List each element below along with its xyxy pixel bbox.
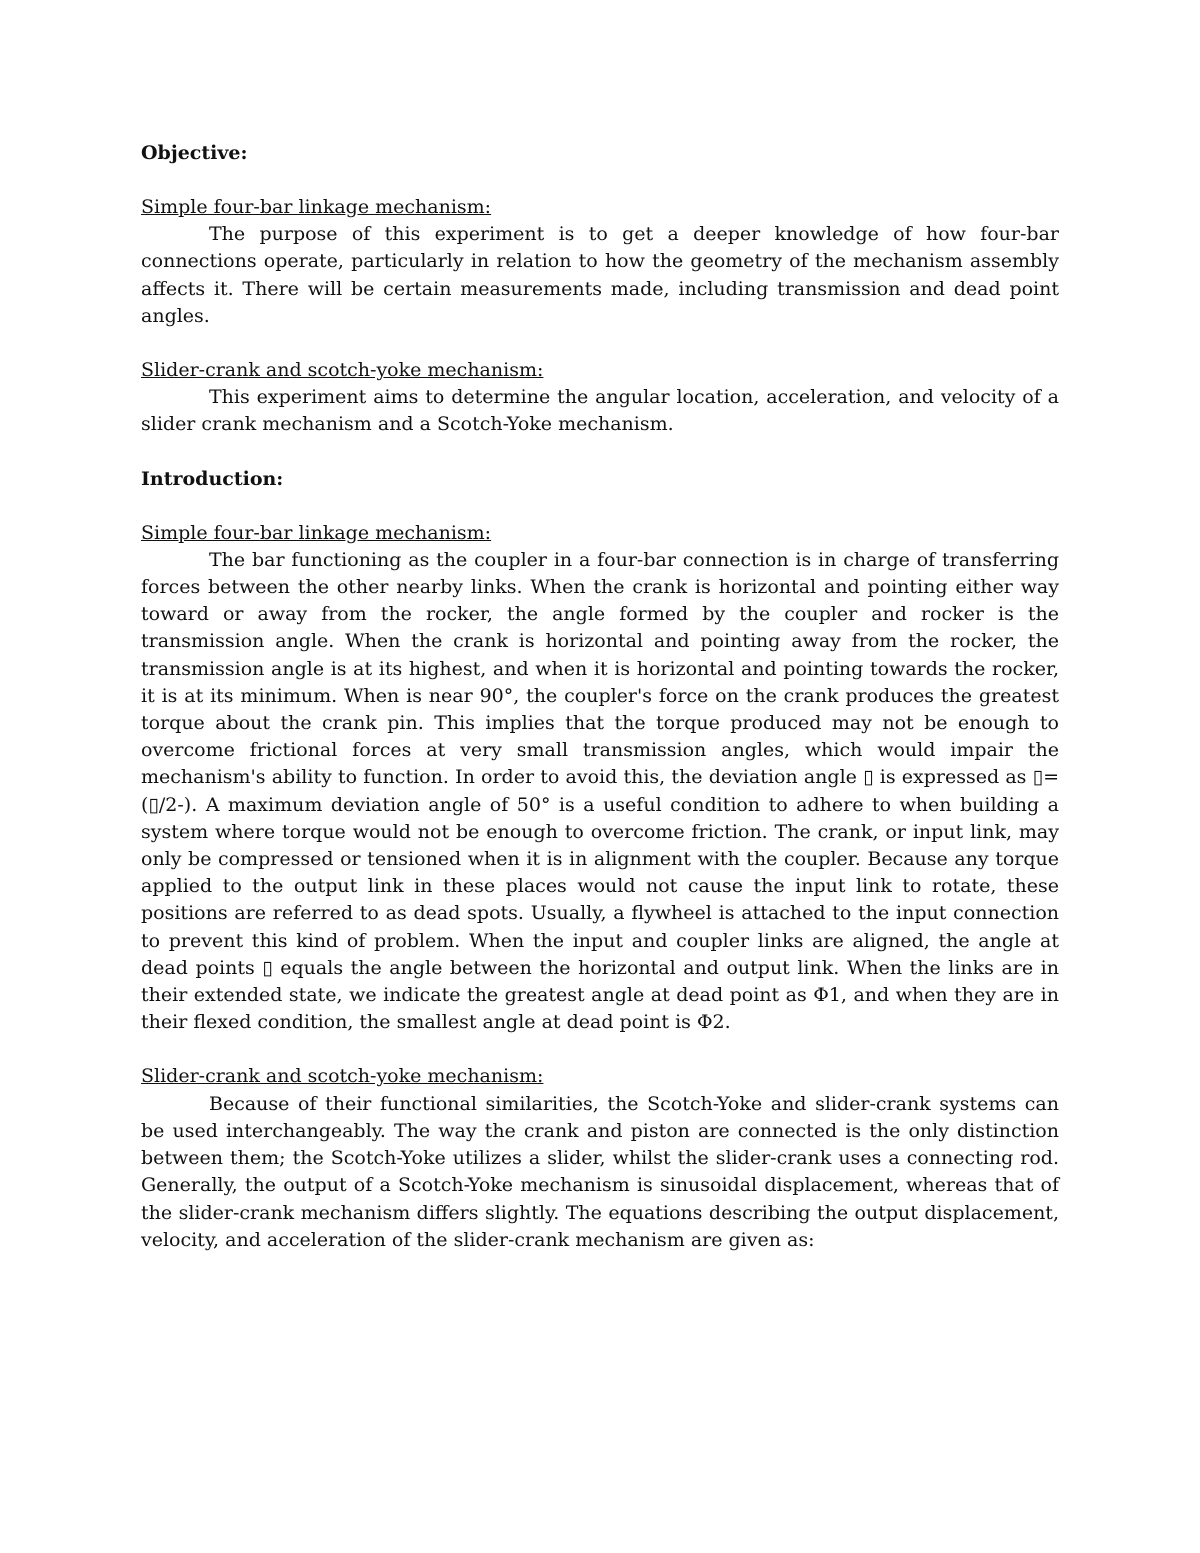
objective-slider-crank-subheading: Slider-crank and scotch-yoke mechanism:: [141, 359, 544, 382]
introduction-four-bar-paragraph: The bar functioning as the coupler in a four-bar connection is in charge of transferring forces between the other nearby links. When the crank is horizontal and pointing either way toward or away from the rocker, the angle formed by the coupler and rocker is the transmission angle. When the crank is horizontal and pointing away from the rocker, the transmission angle is at its highest, and when it is horizontal and pointing towards the rocker, it is at its minimum. When is near 90°, the coupler's force on the crank produces the greatest torque about the crank pin. This implies that the torque produced may not be enough to overcome frictional forces at very small transmission angles, which would impair the mechanism's ability to function. In order to avoid this, the deviation angle ▯ is expressed as ▯= (▯/2-). A maximum deviation angle of 50° is a useful condition to adhere to when building a system where torque would not be enough to overcome friction. The crank, or input link, may only be compressed or tensioned when it is in alignment with the coupler. Because any torque applied to the output link in these places would not cause the input link to rotate, these positions are referred to as dead spots. Usually, a flywheel is attached to the input connection to prevent this kind of problem. When the input and coupler links are aligned, the angle at dead points ▯ equals the angle between the horizontal and output link. When the links are in their extended state, we indicate the greatest angle at dead point as Φ1, and when they are in their flexed condition, the smallest angle at dead point is Φ2.: [141, 548, 1059, 1034]
objective-slider-crank-paragraph: This experiment aims to determine the angular location, acceleration, and velocity of a slider crank mechanism and a Scotch-Yoke mechanism.: [141, 386, 1059, 436]
introduction-slider-crank-subheading: Slider-crank and scotch-yoke mechanism:: [141, 1065, 544, 1088]
document-page: [141, 140, 1059, 1254]
objective-four-bar-subheading: Simple four-bar linkage mechanism:: [141, 196, 492, 218]
spacer: [141, 439, 1059, 466]
objective-four-bar-paragraph: The purpose of this experiment is to get a deeper knowledge of how four-bar connections operate, particularly in relation to how the geometry of the mechanism assembly affects it. There will be certain measurements made, including transmission and dead point angles.: [141, 223, 1059, 327]
objective-heading: Objective:: [141, 142, 248, 164]
spacer: [141, 1036, 1059, 1063]
spacer: [141, 167, 1059, 194]
introduction-heading: Introduction:: [141, 467, 284, 490]
spacer: [141, 493, 1059, 520]
introduction-slider-crank-paragraph: Because of their functional similarities, the Scotch-Yoke and slider-crank systems can be used interchangeably. The way the crank and piston are connected is the only distinction between them; the Scotch-Yoke utilizes a slider, whilst the slider-crank uses a connecting rod. Generally, the output of a Scotch-Yoke mechanism is sinusoidal displacement, whereas that of the slider-crank mechanism differs slightly. The equations describing the output displacement, velocity, and acceleration of the slider-crank mechanism are given as:: [141, 1092, 1059, 1251]
spacer: [141, 330, 1059, 357]
introduction-four-bar-subheading: Simple four-bar linkage mechanism:: [141, 521, 492, 544]
